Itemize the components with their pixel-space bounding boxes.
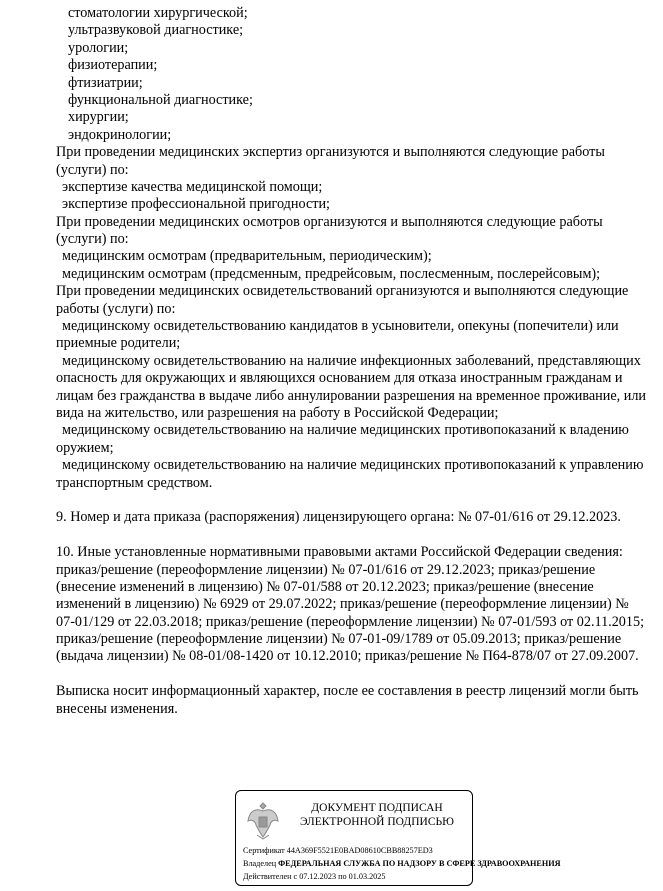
section-10-line: приказ/решение (переоформление лицензии) № 07-01/616 от 29.12.2023; приказ/решение (56, 561, 596, 578)
section-10-line: 10. Иные установленные нормативными правовыми актами Российской Федерации сведения: (56, 544, 623, 561)
text-line: При проведении медицинских экспертиз организуются и выполняются следующие работы (56, 144, 605, 161)
text-line: приемные родители; (56, 335, 181, 352)
text-line: медицинским осмотрам (предварительным, периодическим); (62, 248, 432, 265)
document-body (0, 5, 663, 718)
text-line: фтизиатрии; (68, 74, 143, 91)
text-line: функциональной диагностике; (68, 91, 253, 108)
text-line: медицинскому освидетельствованию на наличие медицинских противопоказаний к владению (62, 422, 629, 439)
section-9-order: 9. Номер и дата приказа (распоряжения) лицензирующего органа: № 07-01/616 от 29.12.2023. (56, 509, 621, 526)
stamp-title-line2: ЭЛЕКТРОННОЙ ПОДПИСЬЮ (300, 816, 454, 828)
text-line: экспертизе профессиональной пригодности; (62, 196, 330, 213)
text-line: медицинскому освидетельствованию на наличие медицинских противопоказаний к управлению (62, 457, 644, 474)
text-line: (услуги) по: (56, 161, 129, 178)
text-line: эндокринологии; (68, 126, 172, 143)
text-line: медицинскому освидетельствованию на наличие инфекционных заболеваний, представляющих (62, 352, 641, 369)
text-line: При проведении медицинских осмотров организуются и выполняются следующие работы (56, 213, 603, 230)
text-line: транспортным средством. (56, 474, 213, 491)
section-10-line: (выдача лицензии) № 08-01/08-1420 от 10.12.2010; приказ/решение № П64-878/07 от 27.09.2007. (56, 648, 639, 665)
text-line: стоматологии хирургической; (68, 5, 248, 21)
stamp-owner: Владелец ФЕДЕРАЛЬНАЯ СЛУЖБА ПО НАДЗОРУ В СФЕРЕ ЗДРАВООХРАНЕНИЯ (243, 859, 561, 868)
text-line: работы (услуги) по: (56, 300, 176, 317)
text-line: физиотерапии; (68, 57, 158, 74)
section-10-line: (внесение изменений в лицензию) № 07-01/588 от 20.12.2023; приказ/решение (внесение (56, 578, 594, 595)
stamp-title-line1: ДОКУМЕНТ ПОДПИСАН (311, 802, 443, 814)
section-10-line: приказ/решение (переоформление лицензии) № 07-01-09/1789 от 05.09.2013; приказ/решение (56, 631, 622, 648)
text-line: опасность для окружающих и являющихся основанием для отказа иностранным гражданам и (56, 370, 623, 387)
section-10-line: 07-01/129 от 22.03.2018; приказ/решение (переоформление лицензии) № 07-01/593 от 02.11.2015; (56, 613, 645, 630)
text-line: (услуги) по: (56, 231, 129, 248)
coat-of-arms-icon (246, 799, 280, 841)
section-10-line: изменений в лицензию) № 6929 от 29.07.2022; приказ/решение (переоформление лицензии) № (56, 596, 629, 613)
stamp-certificate: Сертификат 44A369F5521E0BAD08610CBB88257ED3 (243, 846, 433, 855)
text-line: урологии; (68, 39, 129, 56)
text-line: медицинским осмотрам (предсменным, предрейсовым, послесменным, послерейсовым); (62, 265, 601, 282)
text-line: медицинскому освидетельствованию кандидатов в усыновители, опекуны (попечители) или (62, 318, 619, 335)
text-line: хирургии; (68, 109, 129, 126)
text-line: ультразвуковой диагностике; (68, 22, 244, 39)
text-line: лицам без гражданства в выдаче либо аннулировании разрешения на временное проживание, или (56, 387, 647, 404)
text-line: экспертизе качества медицинской помощи; (62, 178, 323, 195)
text-line: При проведении медицинских освидетельствований организуются и выполняются следующие (56, 283, 629, 300)
stamp-validity: Действителен с 07.12.2023 по 01.03.2025 (243, 872, 386, 881)
disclaimer-line: внесены изменения. (56, 700, 178, 717)
text-line: оружием; (56, 439, 114, 456)
disclaimer-line: Выписка носит информационный характер, после ее составления в реестр лицензий могли быть (56, 683, 639, 700)
electronic-signature-stamp (235, 790, 561, 886)
text-line: вида на жительство, или разрешения на работу в Российской Федерации; (56, 404, 499, 421)
